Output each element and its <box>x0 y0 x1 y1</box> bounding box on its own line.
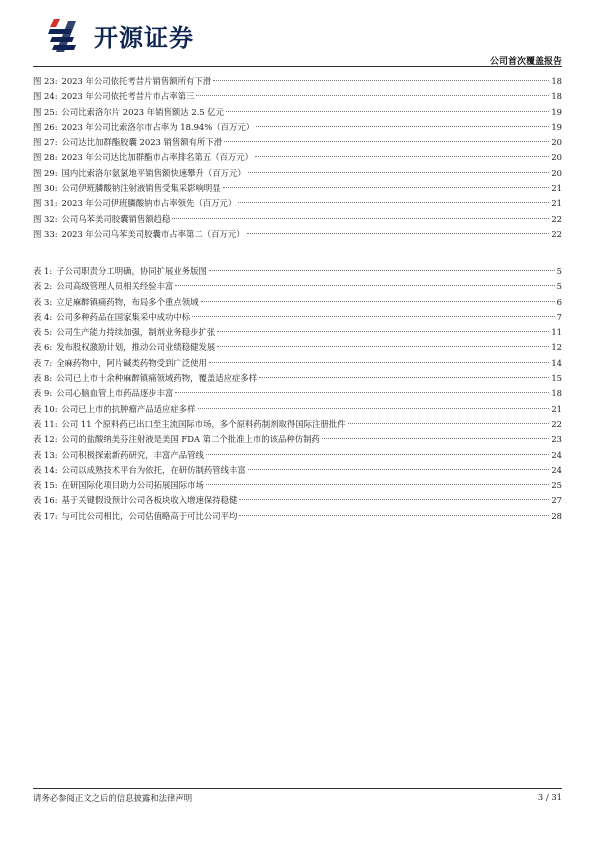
table-entry-title: 立足麻醉镇痛药物，布局多个重点领域 <box>56 296 199 307</box>
figure-entry[interactable] <box>33 166 562 181</box>
report-type: 公司首次覆盖报告 <box>489 57 562 67</box>
figure-entry[interactable] <box>33 120 562 135</box>
figure-entry-page: 19 <box>551 121 562 132</box>
table-entry-title: 公司多种药品在国家集采中成功中标 <box>56 311 191 322</box>
figure-list <box>33 74 562 242</box>
table-entry-title: 子公司职责分工明确，协同扩展业务版图 <box>56 266 207 276</box>
page-header <box>0 0 595 70</box>
figure-entry-title: 2023 年公司乌苯美司胶囊市占率第二（百万元） <box>61 228 245 239</box>
dot-leader <box>239 499 549 500</box>
table-entry-page: 22 <box>551 418 562 429</box>
dot-leader <box>247 233 550 234</box>
figure-entry-page: 22 <box>551 213 562 224</box>
dot-leader <box>256 126 549 127</box>
table-entry-page: 23 <box>551 434 562 445</box>
table-entry[interactable] <box>33 417 562 432</box>
table-entry-title: 与可比公司相比，公司估值略高于可比公司平均 <box>61 510 238 521</box>
table-list <box>33 264 562 524</box>
table-entry[interactable] <box>33 478 562 493</box>
table-entry-title: 发布股权激励计划，推动公司业绩稳健发展 <box>56 342 216 353</box>
table-entry-title: 公司的盐酸纳美芬注射液是美国 FDA 第二个批准上市的该品种仿制药 <box>61 434 320 445</box>
table-entry-page: 11 <box>551 327 562 338</box>
table-entry-title: 基于关键假设预计公司各板块收入增速保持稳健 <box>61 495 238 506</box>
figure-entry-title: 2023 年公司伊班膦酸钠市占率领先（百万元） <box>61 198 237 209</box>
figure-entry-label: 图 28: <box>33 152 58 163</box>
table-entry-label: 表 13: <box>33 449 58 460</box>
table-entry-page: 15 <box>551 373 562 384</box>
table-entry-label: 表 6: <box>33 342 53 353</box>
table-entry-page: 6 <box>556 296 562 307</box>
table-entry-page: 12 <box>551 342 562 353</box>
footer-divider <box>33 788 562 789</box>
table-entry-label: 表 14: <box>33 464 58 475</box>
dot-leader <box>175 285 554 286</box>
dot-leader <box>209 362 549 363</box>
table-entry-label: 表 4: <box>33 311 53 322</box>
table-entry-title: 公司心脑血管上市药品逐步丰富 <box>56 388 174 399</box>
table-entry-label: 表 16: <box>33 495 58 506</box>
table-entry-title: 公司以成熟技术平台为依托，在研仿制药管线丰富 <box>61 464 246 475</box>
brand-name: 开源证券 <box>94 24 194 52</box>
table-entry-label: 表 12: <box>33 434 58 445</box>
table-entry-title: 公司已上市的抗肿瘤产品适应症多样 <box>61 403 196 414</box>
figure-entry-label: 图 31: <box>33 198 58 209</box>
figure-entry-title: 公司乌苯美司胶囊销售额趋稳 <box>61 213 171 224</box>
dot-leader <box>238 202 549 203</box>
dot-leader <box>248 469 550 470</box>
table-entry-label: 表 11: <box>33 418 58 429</box>
dot-leader <box>224 141 549 142</box>
table-entry[interactable] <box>33 310 562 325</box>
table-entry-page: 5 <box>556 281 562 292</box>
company-logo <box>48 18 194 53</box>
figure-entry-page: 21 <box>551 198 562 209</box>
figure-entry-label: 图 27: <box>33 137 58 148</box>
figure-entry-label: 图 29: <box>33 167 58 178</box>
table-entry-page: 25 <box>551 480 562 491</box>
figure-entry-page: 20 <box>551 137 562 148</box>
dot-leader <box>201 301 555 302</box>
table-entry-page: 14 <box>551 357 562 368</box>
page-number: 3 / 31 <box>537 792 562 802</box>
figure-entry[interactable] <box>33 227 562 242</box>
dot-leader <box>198 408 550 409</box>
dot-leader <box>348 423 550 424</box>
figure-entry-page: 18 <box>551 91 562 102</box>
figure-entry-title: 2023 年公司依托考昔片销售额所有下滑 <box>61 76 212 86</box>
logo-mark-icon <box>48 19 88 53</box>
dot-leader <box>255 156 549 157</box>
table-entry[interactable] <box>33 432 562 447</box>
table-entry-label: 表 17: <box>33 510 58 521</box>
dot-leader <box>248 172 550 173</box>
figure-entry[interactable] <box>33 212 562 227</box>
figure-entry-title: 公司伊班膦酸钠注射液销售受集采影响明显 <box>61 183 221 194</box>
figure-entry[interactable] <box>33 150 562 165</box>
figure-entry-title: 公司比索洛尔片 2023 年销售额达 2.5 亿元 <box>61 106 225 117</box>
table-entry[interactable] <box>33 509 562 524</box>
dot-leader <box>172 218 549 219</box>
figure-entry-title: 2023 年公司达比加群酯市占率排名第五（百万元） <box>61 152 253 163</box>
figure-entry-page: 19 <box>551 106 562 117</box>
figure-entry[interactable] <box>33 74 562 89</box>
table-entry-page: 28 <box>551 510 562 521</box>
figure-entry-title: 公司达比加群酯胶囊 2023 销售额有所下滑 <box>61 137 223 148</box>
figure-entry[interactable] <box>33 135 562 150</box>
figure-entry-label: 图 23: <box>33 76 58 86</box>
dot-leader <box>217 346 549 347</box>
table-entry-page: 7 <box>556 311 562 322</box>
table-entry-page: 24 <box>551 464 562 475</box>
dot-leader <box>239 515 549 516</box>
table-entry[interactable] <box>33 264 562 279</box>
table-entry-label: 表 1: <box>33 266 53 276</box>
dot-leader <box>192 316 554 317</box>
figure-entry-page: 20 <box>551 167 562 178</box>
table-entry[interactable] <box>33 295 562 310</box>
table-entry-label: 表 9: <box>33 388 53 399</box>
table-entry[interactable] <box>33 386 562 401</box>
table-entry[interactable] <box>33 463 562 478</box>
table-entry-title: 全麻药物中，阿片碱类药物受到广泛使用 <box>56 357 207 368</box>
table-entry-page: 24 <box>551 449 562 460</box>
dot-leader <box>213 80 549 81</box>
table-entry-title: 公司高级管理人员相关经验丰富 <box>56 281 174 292</box>
table-entry[interactable] <box>33 279 562 294</box>
table-entry[interactable] <box>33 325 562 340</box>
table-entry-title: 公司生产能力持续加强，制剂业务稳步扩张 <box>56 327 216 338</box>
table-entry-label: 表 3: <box>33 296 53 307</box>
table-entry[interactable] <box>33 448 562 463</box>
table-entry-label: 表 8: <box>33 373 53 384</box>
dot-leader <box>322 438 549 439</box>
figure-entry-title: 国内比索洛尔氨氯地平销售额快速攀升（百万元） <box>61 167 246 178</box>
dot-leader <box>217 331 549 332</box>
figure-entry-label: 图 26: <box>33 121 58 132</box>
figure-entry[interactable] <box>33 196 562 211</box>
table-entry[interactable] <box>33 493 562 508</box>
dot-leader <box>226 111 549 112</box>
figure-entry-label: 图 25: <box>33 106 58 117</box>
table-entry-label: 表 5: <box>33 327 53 338</box>
dot-leader <box>196 95 549 96</box>
table-entry-title: 公司积极探索新药研究，丰富产品管线 <box>61 449 204 460</box>
figure-entry-label: 图 32: <box>33 213 58 224</box>
table-entry-label: 表 15: <box>33 480 58 491</box>
figure-entry-page: 18 <box>551 76 562 86</box>
footer-disclaimer: 请务必参阅正文之后的信息披露和法律声明 <box>33 793 193 803</box>
table-entry-page: 27 <box>551 495 562 506</box>
dot-leader <box>209 270 555 271</box>
table-entry-title: 公司已上市十余种麻醉镇痛领域药物，覆盖适应症多样 <box>56 373 258 384</box>
table-entry[interactable] <box>33 402 562 417</box>
figure-entry-title: 2023 年公司依托考昔片市占率第三 <box>61 91 195 102</box>
dot-leader <box>206 454 549 455</box>
figure-entry-page: 21 <box>551 183 562 194</box>
table-entry-label: 表 2: <box>33 281 53 292</box>
figure-entry-page: 22 <box>551 228 562 239</box>
table-entry-page: 5 <box>556 266 562 276</box>
figure-entry-label: 图 30: <box>33 183 58 194</box>
table-entry-page: 18 <box>551 388 562 399</box>
figure-entry-page: 20 <box>551 152 562 163</box>
table-entry-label: 表 7: <box>33 357 53 368</box>
table-entry[interactable] <box>33 371 562 386</box>
table-entry-page: 21 <box>551 403 562 414</box>
dot-leader <box>223 187 550 188</box>
figure-entry-title: 2023 年公司比索洛尔市占率为 18.94%（百万元） <box>61 121 255 132</box>
dot-leader <box>175 392 549 393</box>
dot-leader <box>206 484 549 485</box>
figure-entry[interactable] <box>33 105 562 120</box>
figure-entry[interactable] <box>33 181 562 196</box>
header-divider <box>33 66 562 67</box>
table-entry-title: 在研国际化项目助力公司拓展国际市场 <box>61 480 204 491</box>
figure-entry-label: 图 24: <box>33 91 58 102</box>
table-entry[interactable] <box>33 340 562 355</box>
figure-entry-label: 图 33: <box>33 228 58 239</box>
table-entry-label: 表 10: <box>33 403 58 414</box>
figure-entry[interactable] <box>33 89 562 104</box>
table-entry-title: 公司 11 个原料药已出口至主流国际市场，多个原料药制剂取得国际注册批件 <box>61 418 346 429</box>
dot-leader <box>259 377 549 378</box>
table-entry[interactable] <box>33 356 562 371</box>
